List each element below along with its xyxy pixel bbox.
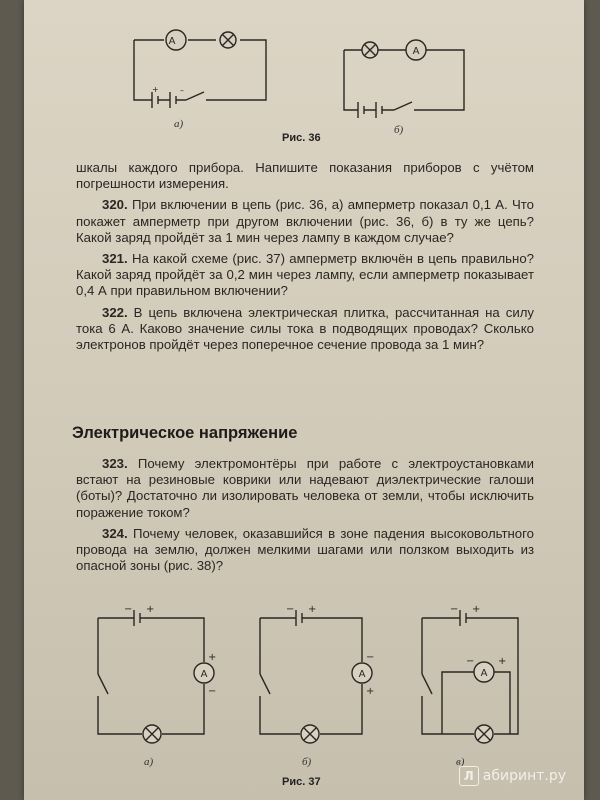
figure-36-caption: Рис. 36 <box>282 132 321 144</box>
watermark <box>459 766 566 786</box>
figure-37-caption: Рис. 37 <box>282 776 321 788</box>
figure-36 <box>124 22 484 122</box>
switch-icon <box>382 102 426 110</box>
problem-number: 322. <box>102 304 128 320</box>
ammeter-symbol: A <box>412 46 420 57</box>
plus-sign: + <box>498 656 507 667</box>
battery-icon <box>358 102 382 118</box>
circuit-37a <box>98 610 217 743</box>
problem-number: 321. <box>102 251 128 267</box>
circuit-36b <box>344 40 464 118</box>
plus-sign: + <box>472 604 481 615</box>
ammeter-symbol: A <box>200 669 208 680</box>
problem-number: 323. <box>102 456 128 471</box>
paragraph-continuation: шкалы каждого прибора. Напишите показания приборов с учётом погрешности измерения. <box>76 160 534 192</box>
plus-sign: + <box>366 686 375 697</box>
plus-sign: + <box>146 604 155 615</box>
plus-sign: + <box>208 652 217 663</box>
figure-36-label-a: а) <box>174 118 184 130</box>
problem-number: 320. <box>102 197 128 213</box>
plus-sign: + <box>308 604 317 615</box>
switch-icon <box>260 674 270 694</box>
circuit-37b <box>260 610 375 743</box>
switch-icon <box>98 674 108 694</box>
minus-sign: − <box>450 604 459 615</box>
problem-321: 321. На какой схеме (рис. 37) амперметр включён в цепь правильно? Какой заряд пройдёт за 0,2 мин через лампу, если амперметр показывает 0,4 А при правильном включении? <box>76 251 534 299</box>
text-block-2 <box>76 456 534 579</box>
circuit-36a <box>134 30 266 108</box>
book-page <box>24 0 584 800</box>
battery-icon <box>152 92 176 108</box>
text-block-1 <box>76 160 534 358</box>
minus-sign: − <box>124 604 133 615</box>
ammeter-symbol: A <box>168 36 176 47</box>
problem-323: 323. Почему электромонтёры при работе с электроустановками встают на резиновые коврики или надевают диэлектрические галоши (боты)? Достаточно ли изолировать человека от земли, чтобы исключить поражение током? <box>76 456 534 520</box>
problem-324: 324. Почему человек, оказавшийся в зоне падения высоковольтного провода на землю, должен мелкими шагами или ползком выходить из опасной зоны (рис. 38)? <box>76 525 534 574</box>
problem-number: 324. <box>102 525 128 541</box>
ammeter-symbol: A <box>358 669 366 680</box>
svg-text:+: + <box>152 85 159 94</box>
section-heading: Электрическое напряжение <box>72 424 298 442</box>
battery-icon <box>134 610 146 626</box>
watermark-text: абиринт.ру <box>482 768 566 784</box>
switch-icon <box>176 92 238 100</box>
figure-37-label-b: б) <box>302 756 312 768</box>
figure-36-label-b: б) <box>394 124 404 136</box>
problem-322: 322. В цепь включена электрическая плитка, рассчитанная на силу тока 6 А. Каково значение силы тока в подводящих проводах? Сколько электронов пройдёт через поперечное сечение провода за 1 мин? <box>76 304 535 353</box>
minus-sign: − <box>286 604 295 615</box>
figure-37-label-a: а) <box>144 756 154 768</box>
minus-sign: − <box>208 686 217 697</box>
battery-icon <box>296 610 308 626</box>
minus-sign: − <box>466 656 475 667</box>
svg-text:–: – <box>180 86 184 95</box>
ammeter-symbol: A <box>480 668 488 679</box>
figure-37-label-c: в) <box>456 756 465 768</box>
battery-icon <box>460 610 472 626</box>
labirint-logo-icon: Л <box>459 766 479 786</box>
circuit-37c <box>422 610 518 743</box>
minus-sign: − <box>366 652 375 663</box>
figure-37 <box>84 598 534 768</box>
problem-320: 320. При включении в цепь (рис. 36, а) амперметр показал 0,1 А. Что покажет амперметр при другом включении (рис. 36, б) в ту же цепь? Какой заряд пройдёт за 1 мин через лампу в каждом случае? <box>76 197 534 245</box>
switch-icon <box>422 674 432 694</box>
